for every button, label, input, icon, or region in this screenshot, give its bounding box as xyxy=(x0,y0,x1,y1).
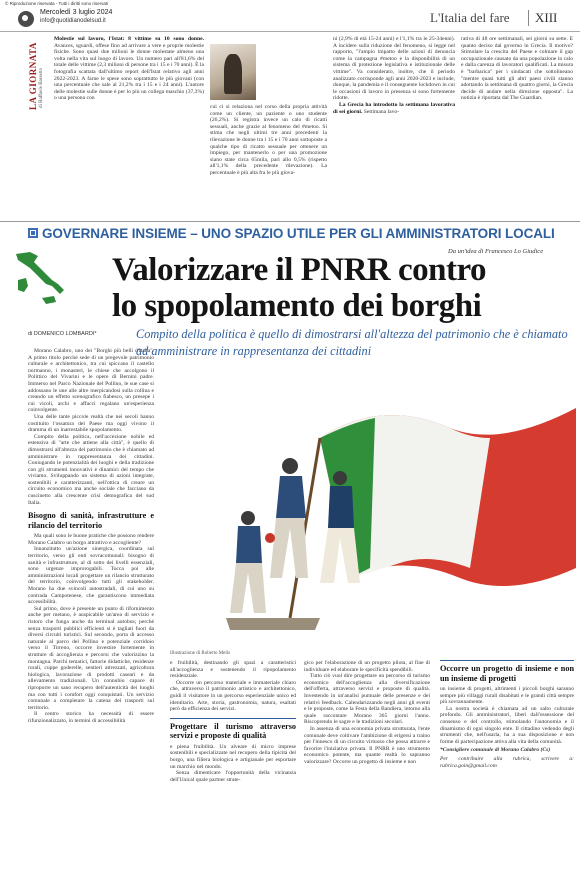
issue-date: Mercoledì 3 luglio 2024 xyxy=(40,9,113,16)
article-column-2: e fruibilità, destinando gli spazi a caratteristici all'accoglienza e sostenendo il ripopolamento residenziale. Occorre un percorso materiale e immateriale chiaro che, attraverso il patrimonio artistico e architettonico, guidi il visitatore in un percorso esperienziale unico ed identitario. Arte, storia, gastronomia, natura, esaltati però da efficienza dei servizi. Progettare il turismo attraverso servizi e proposte di qualità e piena fruibilità. Un alveare di micro imprese sostenibili e specializzate nel recupero della tipicità del borgo, una filiera biologica e artigianale per esportare un marchio nel mondo. Senza dimenticare l'opportunità della vicinanza dell'Unical quale partner strate- xyxy=(170,660,296,783)
giornata-column-4: rativa di 48 ore settimanali, sei giorni su sette. È quanto deciso dal governo in Grecia. Il motivo? Stimolare la crescita del Paese e colmare il gap occupazionale causato da una popolazione in calo e dalla carenza di lavoratori qualificati. La misura è "barbarica" per i sindacati che sottolineano "mentre quasi tutti gli altri paesi civili stanno adottando la settimana di quattro giorni, la Grecia decide di andare nella direzione opposta". La notizia è riportata dal The Guardian. xyxy=(461,36,573,102)
subheading-2: Progettare il turismo attraverso servizi e proposte di qualità xyxy=(170,718,296,741)
article-subtitle: Compito della politica è quello di dimostrarsi all'altezza del patrimonio che è chiamato ad amministrare in rappresentanza dei cittadini xyxy=(136,327,568,358)
article-column-4: Occorre un progetto di insieme e non un insieme di progetti un insieme di progetti, altrimenti i piccoli borghi saranno sempre più villaggi rurali disabitati e le grandi città sempre più sovrannamente. La nostra società è chiamata ad un salto culturale profondo. Gli amministratori, liberi dall'ossessione del consenso e del controllo, stimolando l'autonomia e il dinamismo di ogni singolo ente. Il cittadino vedendo degli strumenti che, nell'usarla, ha a sua disposizione e non forme di partecipazione attiva alla vita della comunità. *Consigliere comunale di Morano Calabro (Cs) Per contribuire alla rubrica, scrivere a: rubrica.goin@gmail.com xyxy=(440,660,574,870)
copyright-notice: © Riproduzione riservata - Tutti i diritti sono riservati xyxy=(5,1,109,6)
article-author: di DOMENICO LOMBARDI* xyxy=(28,331,97,337)
news-photo xyxy=(210,44,256,100)
rubric-idea-credit: Da un'idea di Francesco Lo Giudice xyxy=(448,248,544,255)
newspaper-logo-icon xyxy=(18,11,34,27)
column-label: LA GIORNATA xyxy=(28,42,38,110)
article-column-1: Morano Calabro, uno dei "Borghi più belli d'Italia". A primo titolo perché sede di un pregevole patrimonio culturale e architettonico, tra cui spiccano il castello normanno, i monasteri, le chiese che accolgono il Polittico del Vivarini e le opere di Bernini padre. Immerso nel Parco Nazionale del Pollino, le sue case si addossano le une alle altre inerpicandosi sulla collina e creando un effetto scenografico fiabesco, un presepe i cui vicoli, archi e affacci regalano un'esperienza coinvolgente. Una delle tante piccole realtà che nei secoli hanno costituito l'ossatura del Paese ma oggi vivono il dramma di un inarrestabile spopolamento. Compito della politica, nell'accezione nobile ed estensiva di "arte che attiene alla città", è quello di dimostrarsi all'altezza del patrimonio che è chiamato ad amministrare in rappresentanza dei cittadini. Coniugando le potenzialità dei luoghi e della tradizione con gli strumenti innovativi e dinamici del tempo che viviamo. Sviluppando un sistema di azioni integrate, sostenibili e caratterizzanti, nell'ottica di creare un circuito economico ma anche sociale che facciano da cuscinetto alla crescente crisi demografica del sud Italia. Bisogno di sanità, infrastrutture e rilancio del territorio Ma quali sono le buone pratiche che possono rendere Morano Calabro un borgo attrattivo e accogliente? Innanzitutto un'azione sinergica, coordinata sul territorio, verso gli enti sovracomunali: bisogno di sanità e infrastrutture, al di sotto dei livelli essenziali, sono urgenze improrogabili. Tocca poi alle amministrazioni locali progettare un rilancio strutturato del territorio, coinvolgendo tutti gli stakeholder. Morano ha due svincoli autostradali, di cui uno su contrada Campotenese, che garantiscono immediata accessibilità. Sul primo, dove è presente un punto di rifornimento anche per metano, è auspicabile un'area di servizio e ristoro che funga anche da terminal autobus; perché senza trasporti pubblici efficienti si è tagliati fuori da diversi circuiti turistici. Sul secondo, porta di accesso naturale al parco del Pollino e potenziale corridoio verso il Tirreno, occorre investire fortemente in strutture di accoglienza e percorsi che valorizzino la montagna. Parchi tematici, fattorie didattiche, residenze rurali, cuppe goderelle, sentieri attrezzati, agricoltura biologica, lavorazione di prodotti caseari e da allevamento tradizionali. Un connubio capace di riproporre un sano recupero dell'autenticità dei luoghi ma con tutti i comfort oggi conquistati. Un servizio comunale a completare la catena del trasporti sul territorio. Il centro storico ha necessità di essere rifunzionalizzato, in termini di accessibilità xyxy=(28,348,154,724)
article-column-3: gico per l'elaborazione di un progetto pilota, al fine di individuare ed elaborare le specificità spendibili. Tutto ciò vuol dire progettare un percorso di turismo economico dell'accoglienza alla diversificazione dell'offerta, attraverso servizi e proposte di qualità. Investendo in un'analisi puntuale delle presenze e dei relativi feedback. Calendarizzando negli anni gli eventi e le proposte, come la Festa della Bandiera, intorno alla quale raccontare Morano 365 giorni l'anno. Riscoprendo le sagre e le tradizioni secolari. In assenza di una economia privata strutturata, l'ente comunale deve coltivare l'ambizione di erigersi a traino per l'innesco di un circuito virtuoso che possa attrarre e favorire l'iniziativa privata. Il PNRR è uno strumento economico potente, ma quante realtà lo sapranno valorizzare? Occorre un progetto di insieme e non xyxy=(304,660,430,765)
section-divider xyxy=(0,221,580,222)
giornata-column-1: Molestie sul lavoro, l'Istat: 8 vittime su 10 sono donne. Avances, sguardi, offese fino ad arrivare a vere e proprie molestie fisiche. Sono quasi due milioni le donne molestate almeno una volta nella vita sul luogo di lavoro. Un numero pari all'81,6% del totale delle vittime (2,3 milioni di persone tra i 15 e i 70 anni). È la fotografia scattata dall'ultimo report dell'Istat relativo agli anni 2022-2023. A farne le spese sono soprattutto le più giovani (con una percentuale che sale al 21,2% tra i 15 e i 24 anni). L'autore delle molestie sulle donne è per lo più un collega maschio (37,3%) o una persona con xyxy=(54,36,204,102)
rubric-banner: GOVERNARE INSIEME – UNO SPAZIO UTILE PER GLI AMMINISTRATORI LOCALI xyxy=(42,226,555,241)
subheading-1: Bisogno di sanità, infrastrutture e rilancio del territorio xyxy=(28,511,154,530)
page-number: XIII xyxy=(528,10,557,26)
subheading-3: Occorre un progetto di insieme e non un insieme di progetti xyxy=(440,660,574,683)
flag-bearers-illustration xyxy=(170,368,576,648)
author-note: *Consigliere comunale di Morano Calabro (Cs) xyxy=(440,747,551,754)
header-divider xyxy=(0,31,580,32)
italy-map-icon xyxy=(12,250,72,308)
contribute-note: Per contribuire alla rubrica, scrivere a: rubrica.goin@gmail.com xyxy=(440,755,574,769)
column-byline: di Raffaele Bassetto xyxy=(39,67,44,108)
article-title: Valorizzare il PNRR contro lo spopolamento dei borghi xyxy=(112,252,487,324)
rubric-square-icon xyxy=(28,228,38,238)
section-title: L'Italia del fare xyxy=(430,10,510,25)
giornata-column-3: ni (2,9% di età 15-24 anni) e l'1,1% tra le 25-34enni). A incidere sulla riduzione del fenomeno, si legge nel rapporto, "l'ampio impatto delle azioni di denuncia come la campagna #metoo e la disponibilità di un sistema di protezione legislativa e istituzionale delle vittime". Va considerato, inoltre, che il periodo analizzato corrisponde agli anni 2020-2023 e include, dunque, la pandemia e il conseguente lockdown in cui le occasioni di lavoro in presenza si sono fortemente ridotte. La Grecia ha introdotto la settimana lavorativa di sei giorni. Settimana lavo- xyxy=(333,36,455,115)
giornata-column-2: cui ci si relaziona nel corso della propria attività come un cliente, un paziente o uno studente (26,2%). Si registra invece un calo di ricatti sessuali, anche grazie al fenomeno del #metoo. Si stima che negli ultimi tre anni precedenti la rilevazione le donne tra i 15 e i 70 anni sottoposte a qualche tipo di ricatto sessuale per ottenere un impiego, per mantenerlo o per una promozione siano state circa 65mila, pari allo 0,5% (rispetto all'1,1% della precedente rilevazione). La percentuale è più alta fra le più giova- xyxy=(210,104,327,176)
contact-email[interactable]: info@quotidianodelsud.it xyxy=(40,18,106,24)
illustration-credit: Illustrazione di Roberto Melis xyxy=(170,651,231,656)
